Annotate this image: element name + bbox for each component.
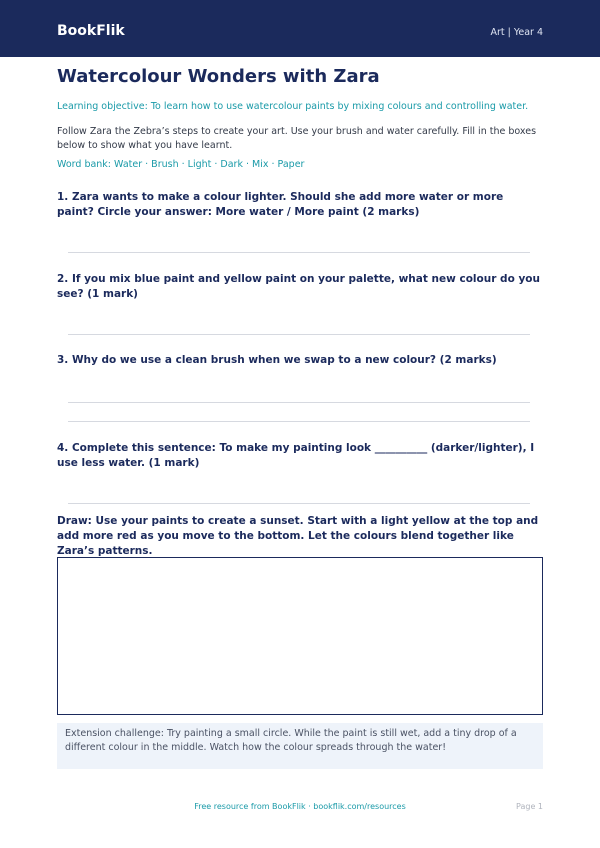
answer-line[interactable] [68,421,530,422]
question-2: 2. If you mix blue paint and yellow paint on your palette, what new colour do you see? (1 mark) [57,273,540,300]
page-number: Page 1 [516,802,543,811]
answer-line[interactable] [68,503,530,504]
learning-objective: Learning objective: To learn how to use watercolour paints by mixing colours and controlling water. [57,101,529,112]
question-1: 1. Zara wants to make a colour lighter. Should she add more water or more paint? Circle your answer: More water / More paint (2 marks) [57,191,504,218]
answer-line[interactable] [68,252,530,253]
instructions: Follow Zara the Zebra’s steps to create your art. Use your brush and water carefully. Fill in the boxes below to show what you have learnt. [57,126,537,151]
brand-logo: BookFlik [57,23,125,39]
page-header [0,0,600,57]
question-3: 3. Why do we use a clean brush when we swap to a new colour? (2 marks) [57,354,497,366]
draw-task: Draw: Use your paints to create a sunset. Start with a light yellow at the top and add more red as you move to the bottom. Let the colours blend together like Zara’s patterns. [57,515,539,557]
footer-source: Free resource from BookFlik · bookflik.com/resources [194,802,406,811]
answer-line[interactable] [68,334,530,335]
page-title: Watercolour Wonders with Zara [57,66,380,87]
word-bank: Word bank: Water · Brush · Light · Dark · Mix · Paper [57,159,305,170]
subject-year-label: Art | Year 4 [490,27,543,38]
answer-line[interactable] [68,402,530,403]
extension-challenge: Extension challenge: Try painting a small circle. While the paint is still wet, add a tiny drop of a different colour in the middle. Watch how the colour spreads through the water! [57,723,543,769]
question-4: 4. Complete this sentence: To make my painting look __________ (darker/lighter), I use less water. (1 mark) [57,442,535,469]
drawing-box[interactable] [57,557,543,715]
